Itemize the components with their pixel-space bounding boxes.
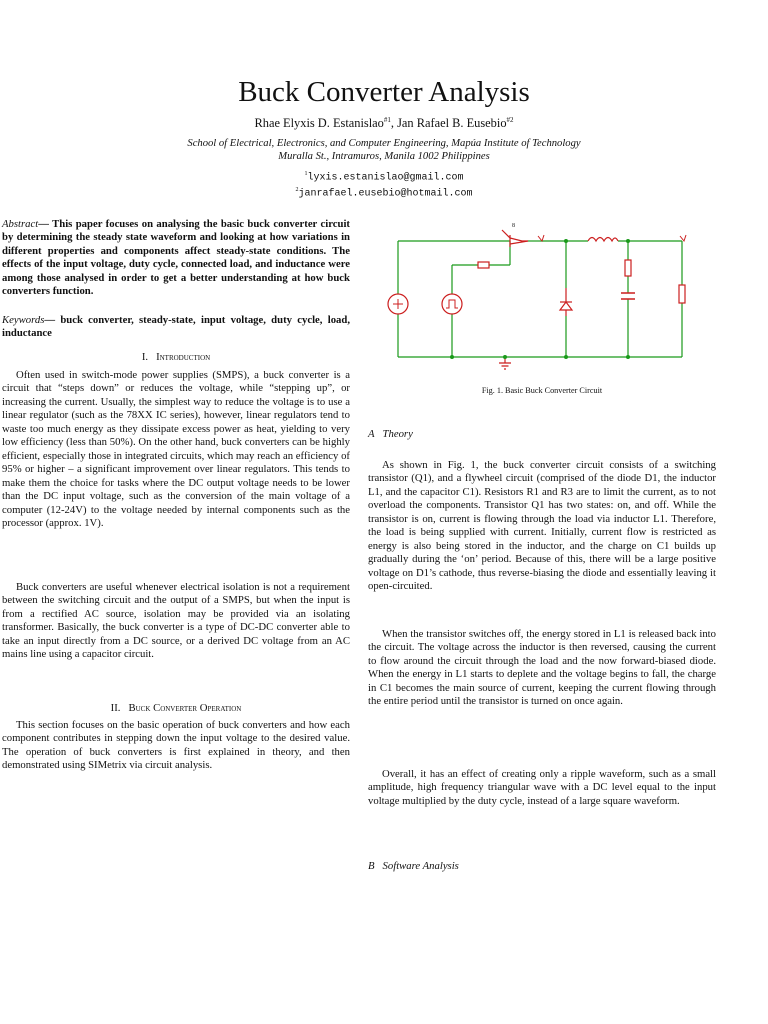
keywords-text: — buck converter, steady-state, input voltage, duty cycle, load, inductance	[2, 314, 350, 340]
author-2-mark: #2	[506, 116, 514, 124]
intro-paragraph-1: Often used in switch-mode power supplies (SMPS), a buck converter is a circuit that “steps down” or reduces the voltage, while “stepping up”, or increasing the current. Usually, the simplest way to reduce the voltage is to use a linear regulator (such as the 78XX IC series), however, linear regulators tend to waste too much energy as they dissipate excess power as heat, yielding to very low efficiency (less than 50%). On the other hand, buck converters can be highly efficient, especially those in integrated circuits, which may reach an efficiency of 95% or higher – a significant improvement over linear regulators. This tends to make them the choice for tasks where the DC output voltage needs to be lower than the DC input voltage, such as the conversion of the main voltage of a computer (12-24V) to the voltage needed by internal components such as the processor (approx. 1V).	[2, 369, 350, 529]
author-line	[0, 112, 768, 131]
affiliation-line-1: School of Electrical, Electronics, and Computer Engineering, Mapúa Institute of Technology	[187, 138, 581, 149]
intro-heading-text: Introduction	[156, 351, 211, 363]
pulse-source-symbol	[442, 294, 462, 314]
author-1: Rhae Elyxis D. Estanislao	[254, 116, 384, 131]
figure-caption: Fig. 1. Basic Buck Converter Circuit	[481, 386, 603, 395]
abstract-lead: Abstract	[2, 218, 39, 230]
abstract	[2, 218, 350, 299]
buck-converter-circuit-diagram	[378, 218, 698, 374]
author-1-mark: #1	[383, 116, 391, 124]
intro-heading	[2, 351, 350, 364]
abstract-text: — This paper focuses on analysing the basic buck converter circuit by determining the steady state waveform and looking at how variations in different properties and components affect steady-state conditions. The effects of the input voltage, duty cycle, connected load, and inductance were among those analysed in order to get a better understanding at how buck converters function.	[2, 218, 350, 298]
inductor-l1	[588, 238, 618, 242]
resistor-r3	[625, 260, 631, 276]
email-1[interactable]	[0, 168, 768, 184]
email-2[interactable]	[0, 184, 768, 200]
intro-paragraph-2: Buck converters are useful whenever electrical isolation is not a requirement between the switching circuit and the output of a SMPS, but when the input is from a rectified AC source, isolation may be provided via an isolating transformer. Basically, the buck converter is a type of DC-DC converter able to take an input directly from a DC source, or a derived DC voltage from an AC mains line using a capacitor circuit.	[2, 581, 350, 661]
probe-marker-1	[538, 235, 544, 241]
email-1-mark: 1	[304, 171, 308, 177]
paper-title: Buck Converter Analysis	[238, 76, 530, 108]
junction-dots	[450, 239, 630, 359]
circuit-wires	[398, 241, 682, 357]
email-2-mark: 2	[295, 187, 299, 193]
operation-heading	[2, 702, 350, 715]
email-1-address[interactable]: lyxis.estanislao@gmail.com	[307, 172, 464, 184]
capacitor-c1	[621, 293, 635, 299]
software-letter: B	[368, 860, 375, 872]
affiliation-line-2: Muralla St., Intramuros, Manila 1002 Philippines	[278, 151, 490, 162]
theory-heading	[368, 428, 413, 440]
theory-paragraph-3: Overall, it has an effect of creating only a ripple waveform, such as a small amplitude, high frequency triangular wave with a DC level equal to the input voltage multiplied by the duty cycle, instead of a large square waveform.	[368, 768, 716, 807]
transistor-q1	[502, 230, 528, 247]
node-label: 8	[512, 223, 515, 229]
operation-heading-text: Buck Converter Operation	[128, 702, 242, 714]
theory-heading-text: Theory	[382, 428, 413, 440]
resistor-r1	[478, 262, 489, 268]
email-2-address[interactable]: janrafael.eusebio@hotmail.com	[298, 188, 473, 200]
author-2: , Jan Rafael B. Eusebio	[390, 116, 507, 131]
operation-numeral: II.	[110, 702, 121, 714]
intro-numeral: I.	[141, 351, 149, 363]
software-heading-text: Software Analysis	[382, 860, 459, 872]
theory-paragraph-1: As shown in Fig. 1, the buck converter circuit consists of a switching transistor (Q1), and a flywheel circuit (comprised of the diode D1, the inductor L1, and the capacitor C1). Resistors R1 and R3 are to limit the current, as to not overload the components. Transistor Q1 has two states: on, and off. While the transistor is on, current is flowing through the load via inductor L1. Therefore, the load is being supplied with current. Initially, current flow is restricted as energy is also being stored in the inductor, and the charge on C1 builds up gradually during the ‘on’ period. Because of this, there will be a large positive voltage on D1’s cathode, thus reverse-biasing the diode and essentially leaving it open-circuited.	[368, 459, 716, 593]
probe-marker-2	[680, 235, 686, 241]
software-heading	[368, 860, 459, 872]
keywords-lead: Keywords	[2, 314, 45, 326]
voltage-source-plus-mark	[393, 299, 403, 309]
theory-letter: A	[368, 428, 375, 440]
load-resistor	[679, 285, 685, 303]
pulse-waveform-mark	[446, 300, 458, 308]
diode-d1	[560, 288, 572, 316]
keywords	[2, 314, 350, 341]
theory-paragraph-2: When the transistor switches off, the energy stored in L1 is released back into the circuit. The voltage across the inductor is then reversed, causing the current to flow around the circuit through the load and the now forward-biased diode. When the energy in L1 starts to deplete and the voltage begins to fall, the charge in C1 becomes the main source of current, keeping the current flowing through the entire period until the transistor is turned on once again.	[368, 628, 716, 708]
operation-paragraph-1: This section focuses on the basic operation of buck converters and how each component contributes in stepping down the input voltage to the desired value. The operation of buck converters is first explained in theory, and then demonstrated using SIMetrix via circuit analysis.	[2, 719, 350, 772]
affiliation	[0, 137, 768, 163]
